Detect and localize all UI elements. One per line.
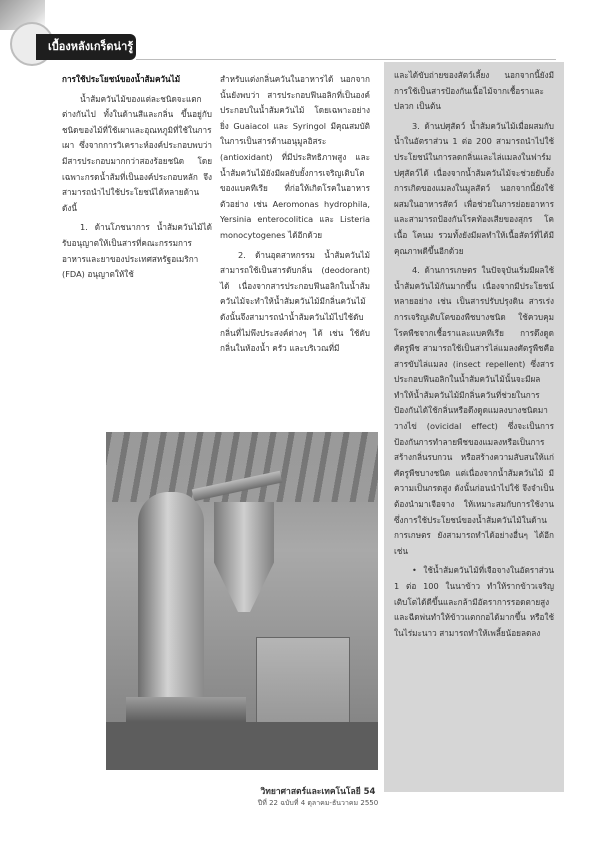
page-footer <box>228 784 408 809</box>
journal-name-page-number: วิทยาศาสตร์และเทคโนโลยี 54 <box>260 787 376 797</box>
photo-cyclone-separator <box>214 502 274 612</box>
paragraph: 4. ด้านการเกษตร ในปัจจุบันเริ่มมีผลใช้น้ำส้มควันไม้กันมากขึ้น เนื่องจากมีประโยชน์หลายอย่าง เช่น เป็นสารปรับปรุงดิน สารเร่งการเจริญเติบโตของพืชบางชนิด ใช้ควบคุมโรคพืชจากเชื้อราและแบคทีเรีย การดึงดูดศัตรูพืช สามารถใช้เป็นสารไล่แมลงศัตรูพืชคือ สารขับไล่แมลง (insect repellent) ซึ่งสารประกอบฟีนอลิกในน้ำส้มควันไม้นั้นจะมีผลทำให้น้ำส้มควันไม้มีกลิ่นควันที่ช่วยในการป้องกันได้ใช้กลิ่นหรือดึงดูดแมลงบางชนิดมาวางไข่ (ovicidal effect) ซึ่งจะเป็นการป้องกันการทำลายพืชของแมลงหรือเป็นการสร้างกลิ่นรบกวน หรือสร้างความสับสนให้แก่ศัตรูพืชบางชนิด แต่เนื่องจากน้ำส้มควันไม้ มีความเป็นกรดสูง ดังนั้นก่อนนำไปใช้ จึงจำเป็นต้องนำมาเจือจาง ให้เหมาะสมกับการใช้งาน ซึ่งการใช้ประโยชน์ของน้ำส้มควันไม้ในด้านการเกษตร ยังสามารถทำได้อย่างอื่นๆ ได้อีก เช่น <box>394 265 554 556</box>
photo-floor <box>106 722 378 770</box>
photo-kiln-tank <box>138 492 204 712</box>
column-2 <box>220 72 370 361</box>
section-title: เบื้องหลังเกร็ดน่ารู้ <box>36 34 136 60</box>
paragraph: 1. ด้านโภชนาการ น้ำส้มควันไม้ได้รับอนุญาตให้เป็นสารที่คณะกรรมการอาหารและยาของประเทศสหรัฐอเมริกา (FDA) อนุญาตให้ใช้ <box>62 222 212 280</box>
header-divider <box>136 59 556 60</box>
paragraph: 3. ด้านปศุสัตว์ น้ำส้มควันไม้เมื่อผสมกับน้ำในอัตราส่วน 1 ต่อ 200 สามารถนำไปใช้ประโยชน์ในการลดกลิ่นและไล่แมลงในฟาร์มปศุสัตว์ได้ เนื่องจากน้ำส้มควันไม้จะช่วยยับยั้งการเกิดของแมลงในมูลสัตว์ นอกจากนี้ยังใช้ผสมในอาหารสัตว์ เพื่อช่วยในการย่อยอาหาร และสามารถป้องกันโรคท้องเสียของสุกร โคเนื้อ โคนม รวมทั้งยังมีผลทำให้เนื้อสัตว์ที่ได้มีคุณภาพดีขึ้นอีกด้วย <box>394 120 554 256</box>
photo-roof <box>106 432 378 502</box>
photo-base <box>126 697 246 723</box>
column-3-sidebar <box>384 62 564 792</box>
paragraph: น้ำส้มควันไม้ของแต่ละชนิดจะแตกต่างกันไป ทั้งในด้านสีและกลิ่น ขึ้นอยู่กับชนิดของไม้ที่ใช้เผาและอุณหภูมิที่ใช้ในการเผา ซึ่งจากการวิเคราะห์องค์ประกอบพบว่ามีสารประกอบมากกว่าสองร้อยชนิด โดยเฉพาะกรดน้ำส้มที่เป็นองค์ประกอบหลัก จึงสามารถนำไปใช้ประโยชน์ได้หลายด้าน ดังนี้ <box>62 93 212 213</box>
section-heading: การใช้ประโยชน์ของน้ำส้มควันไม้ <box>62 74 181 84</box>
paragraph: 2. ด้านอุตสาหกรรม น้ำส้มควันไม้สามารถใช้เป็นสารดับกลิ่น (deodorant) ได้ เนื่องจากสารประกอบฟีนอลิกในน้ำส้มควันไม้จะทำให้น้ำส้มควันไม้มีกลิ่นควันไม้ ดังนั้นจึงสามารถนำน้ำส้มควันไม้ไปใช้ดับกลิ่นที่ไม่พึงประสงค์ต่างๆ ได้ เช่น ใช้ดับกลิ่นในห้องน้ำ ครัว และบริเวณที่มี <box>220 249 370 354</box>
column-1 <box>62 72 212 287</box>
issue-info: ปีที่ 22 ฉบับที่ 4 ตุลาคม-ธันวาคม 2550 <box>257 799 379 807</box>
equipment-photo <box>106 432 378 770</box>
paragraph: • ใช้น้ำส้มควันไม้ที่เจือจางในอัตราส่วน 1 ต่อ 100 ในนาข้าว ทำให้รากข้าวเจริญเติบโตได้ดีขึ้นและกล้ามีอัตราการรอดตายสูง และฉีดพ่นทำให้ข้าวแตกกอได้มากขึ้น หรือใช้ในไร่มะนาว สามารถทำให้เพลี้ยน้อยลดลง <box>394 565 554 638</box>
paragraph: สำหรับแต่งกลิ่นควันในอาหารได้ นอกจากนั้นยังพบว่า สารประกอบฟีนอลิกที่เป็นองค์ประกอบในน้ำส้มควันไม้ โดยเฉพาะอย่างยิ่ง Guaiacol และ Syringol มีคุณสมบัติในการเป็นสารต้านอนุมูลอิสระ (antioxidant) ที่มีประสิทธิภาพสูง และน้ำส้มควันไม้ยังมีผลยับยั้งการเจริญเติบโตของแบคทีเรีย ที่ก่อให้เกิดโรคในอาหาร ตัวอย่าง เช่น Aeromonas hydrophila, Yersinia enterocolitica และ Listeria monocytogenes ได้อีกด้วย <box>220 74 370 240</box>
paragraph: และได้ขับถ่ายของสัตว์เลี้ยง นอกจากนี้ยังมีการใช้เป็นสารป้องกันเนื้อไม้จากเชื้อราและปลวก เป็นต้น <box>394 70 554 112</box>
